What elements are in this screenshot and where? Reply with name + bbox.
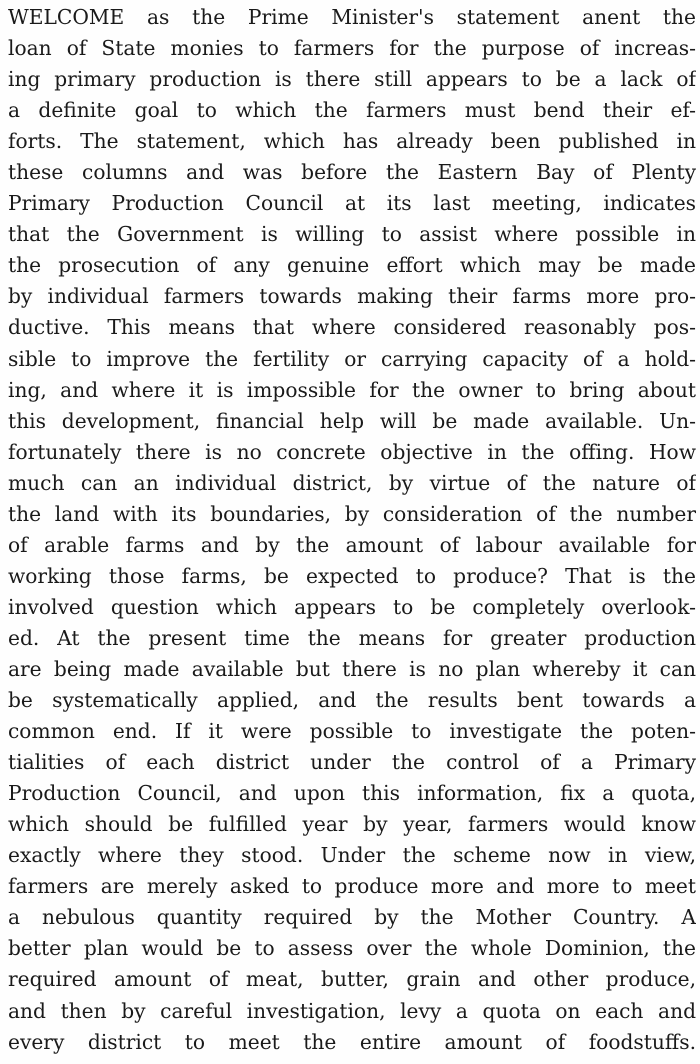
article-line: better plan would be to assess over the whole Dominion, the (8, 936, 696, 961)
article-line: working those farms, be expected to produce? That is the (8, 563, 696, 588)
article-line: ing, and where it is impossible for the owner to bring about (8, 377, 696, 402)
article-line: much can an individual district, by virtue of the nature of (8, 470, 696, 495)
article-line: the land with its boundaries, by consideration of the number (8, 501, 696, 526)
article-line: common end. If it were possible to investigate the poten- (8, 719, 696, 744)
article-line: ductive. This means that where considered reasonably pos- (8, 315, 696, 340)
article-line: Production Council, and upon this information, fix a quota, (8, 781, 696, 806)
article-line: Primary Production Council at its last meeting, indicates (8, 191, 696, 216)
article-line: which should be fulfilled year by year, farmers would know (8, 812, 696, 837)
article-line: required amount of meat, butter, grain and other produce, (8, 967, 696, 992)
article-line: fortunately there is no concrete objective in the offing. How (8, 439, 696, 464)
editorial-article (8, 2, 696, 1058)
article-line: farmers are merely asked to produce more and more to meet (8, 874, 696, 899)
article-line: sible to improve the fertility or carrying capacity of a hold- (8, 346, 696, 371)
article-line: tialities of each district under the control of a Primary (8, 750, 696, 775)
article-line: ed. At the present time the means for greater production (8, 625, 696, 650)
article-line: a definite goal to which the farmers must bend their ef- (8, 98, 696, 123)
article-line: a nebulous quantity required by the Mother Country. A (8, 905, 696, 930)
article-line: exactly where they stood. Under the scheme now in view, (8, 843, 696, 868)
article-line: be systematically applied, and the results bent towards a (8, 688, 696, 713)
article-line: forts. The statement, which has already been published in (8, 129, 696, 154)
article-line: the prosecution of any genuine effort which may be made (8, 253, 696, 278)
article-line: this development, financial help will be made available. Un- (8, 408, 696, 433)
article-line: loan of State monies to farmers for the purpose of increas- (8, 36, 696, 61)
article-line: are being made available but there is no plan whereby it can (8, 656, 696, 681)
article-line: and then by careful investigation, levy a quota on each and (8, 998, 696, 1023)
article-line: WELCOME as the Prime Minister's statement anent the (8, 5, 696, 29)
article-line: every district to meet the entire amount of foodstuffs. (8, 1029, 696, 1054)
article-line: ing primary production is there still appears to be a lack of (8, 67, 696, 92)
article-line: that the Government is willing to assist where possible in (8, 222, 696, 247)
article-line: by individual farmers towards making their farms more pro- (8, 284, 696, 309)
article-line: these columns and was before the Eastern Bay of Plenty (8, 160, 696, 185)
article-line: of arable farms and by the amount of labour available for (8, 532, 696, 557)
article-line: involved question which appears to be completely overlook- (8, 594, 696, 619)
